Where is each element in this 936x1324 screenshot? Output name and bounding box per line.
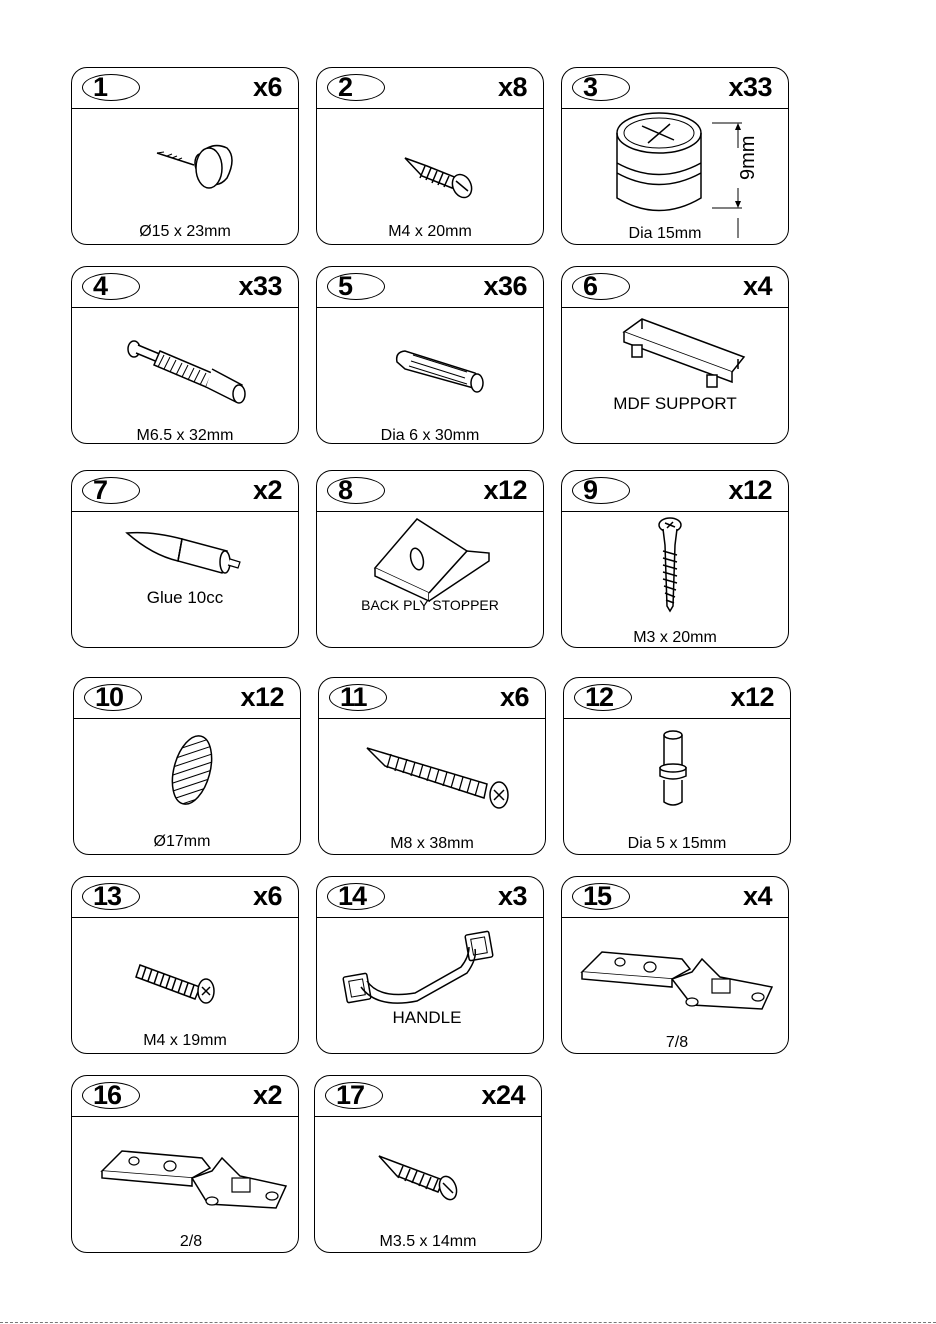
part-card-header: [317, 877, 543, 918]
part-card-header: [72, 877, 298, 918]
part-quantity: x2: [252, 1080, 282, 1110]
part-number: 5: [327, 273, 385, 300]
part-quantity: x12: [730, 682, 774, 712]
mdf-support-icon: [562, 307, 789, 444]
part-caption: Glue 10cc: [146, 588, 224, 607]
part-card-16: [71, 1075, 299, 1253]
part-quantity: x24: [481, 1080, 525, 1110]
part-card-2: [316, 67, 544, 245]
part-card-12: [563, 677, 791, 855]
part-quantity: x3: [497, 881, 527, 911]
part-number: 10: [84, 684, 142, 711]
part-quantity: x12: [728, 475, 772, 505]
part-card-header: [317, 471, 543, 512]
part-caption: Ø15 x 23mm: [139, 223, 231, 240]
part-card-15: [561, 876, 789, 1054]
part-quantity: x36: [483, 271, 527, 301]
part-number: 17: [325, 1082, 383, 1109]
part-card-header: [74, 678, 300, 719]
part-caption: M6.5 x 32mm: [136, 427, 234, 444]
part-caption: M3.5 x 14mm: [379, 1233, 477, 1250]
back-ply-stopper-icon: [317, 511, 544, 648]
handle-icon: [317, 917, 544, 1054]
part-quantity: x2: [252, 475, 282, 505]
part-quantity: x4: [742, 881, 772, 911]
part-caption: M8 x 38mm: [390, 835, 474, 852]
part-card-header: [562, 877, 788, 918]
part-number: 3: [572, 74, 630, 101]
part-quantity: x33: [728, 72, 772, 102]
part-caption: M4 x 19mm: [143, 1032, 227, 1049]
part-caption: Dia 15mm: [628, 225, 702, 242]
part-quantity: x4: [742, 271, 772, 301]
part-card-header: [317, 267, 543, 308]
part-quantity: x33: [238, 271, 282, 301]
part-number: 8: [327, 477, 385, 504]
part-card-8: [316, 470, 544, 648]
part-caption: BACK PLY STOPPER: [361, 597, 499, 613]
part-caption: 7/8: [665, 1034, 689, 1051]
part-quantity: x8: [497, 72, 527, 102]
part-number: 6: [572, 273, 630, 300]
part-card-4: [71, 266, 299, 444]
part-card-17: [314, 1075, 542, 1253]
part-card-14: [316, 876, 544, 1054]
part-number: 14: [327, 883, 385, 910]
part-number: 4: [82, 273, 140, 300]
part-caption: HANDLE: [392, 1008, 462, 1027]
pan-screw-icon: [562, 511, 789, 648]
part-card-header: [72, 471, 298, 512]
part-card-3: [561, 67, 789, 245]
part-card-header: [72, 68, 298, 109]
part-number: 12: [574, 684, 632, 711]
part-card-11: [318, 677, 546, 855]
part-quantity: x12: [240, 682, 284, 712]
part-card-header: [72, 1076, 298, 1117]
part-card-6: [561, 266, 789, 444]
part-card-header: [562, 267, 788, 308]
part-number: 2: [327, 74, 385, 101]
part-caption: 2/8: [179, 1233, 203, 1250]
part-card-header: [319, 678, 545, 719]
part-caption: M4 x 20mm: [388, 223, 472, 240]
part-card-1: [71, 67, 299, 245]
part-card-header: [562, 471, 788, 512]
part-caption: Ø17mm: [153, 833, 211, 850]
part-number: 7: [82, 477, 140, 504]
part-number: 1: [82, 74, 140, 101]
part-number: 16: [82, 1082, 140, 1109]
glue-tube-icon: [72, 511, 299, 648]
part-card-9: [561, 470, 789, 648]
part-card-13: [71, 876, 299, 1054]
part-quantity: x6: [499, 682, 529, 712]
part-number: 15: [572, 883, 630, 910]
page-edge-divider: [0, 1322, 936, 1323]
wooden-dowel-icon: [317, 307, 544, 444]
dimension-label: 9mm: [737, 135, 759, 180]
part-number: 9: [572, 477, 630, 504]
part-card-header: [562, 68, 788, 109]
part-quantity: x12: [483, 475, 527, 505]
part-number: 13: [82, 883, 140, 910]
part-quantity: x6: [252, 72, 282, 102]
part-caption: MDF SUPPORT: [613, 394, 737, 413]
part-caption: Dia 5 x 15mm: [627, 835, 727, 852]
part-quantity: x6: [252, 881, 282, 911]
part-card-header: [72, 267, 298, 308]
part-card-header: [564, 678, 790, 719]
cam-bolt-icon: [72, 307, 299, 444]
part-card-header: [317, 68, 543, 109]
part-number: 11: [329, 684, 387, 711]
part-caption: M3 x 20mm: [633, 629, 717, 646]
part-card-5: [316, 266, 544, 444]
part-card-10: [73, 677, 301, 855]
part-card-header: [315, 1076, 541, 1117]
part-caption: Dia 6 x 30mm: [380, 427, 480, 444]
part-card-7: [71, 470, 299, 648]
